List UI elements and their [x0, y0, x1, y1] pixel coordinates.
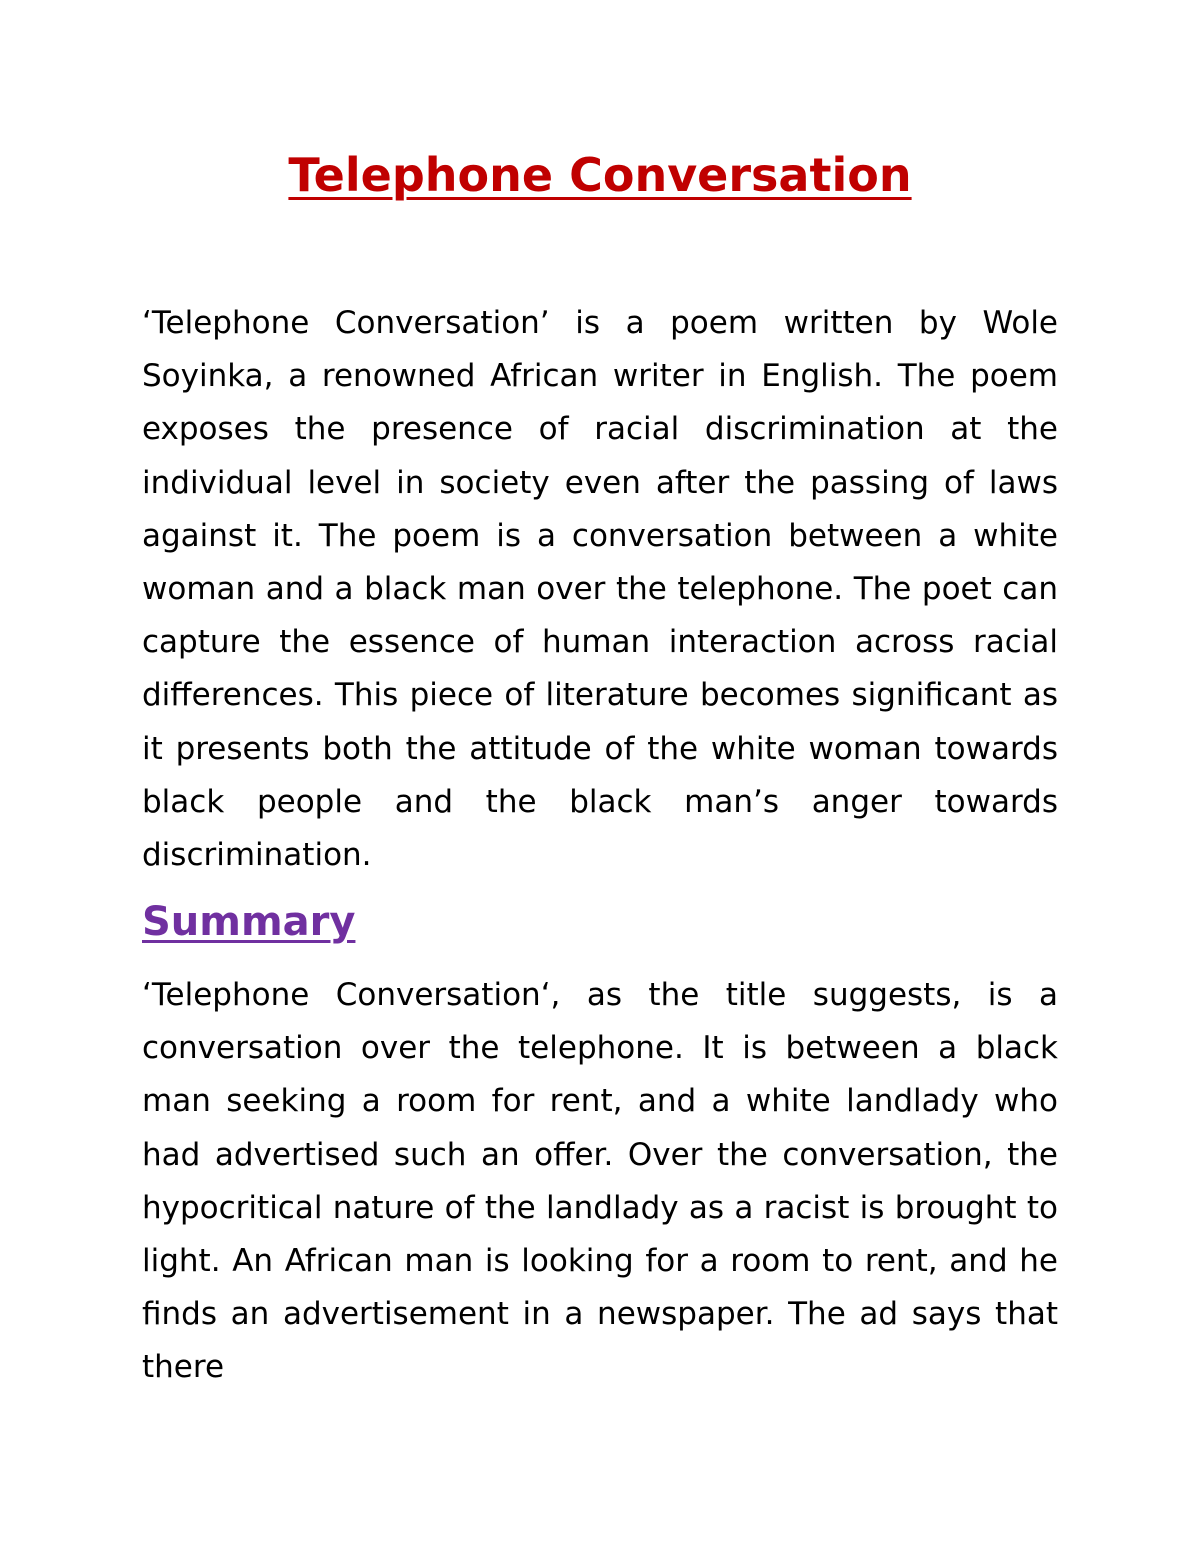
intro-paragraph: ‘Telephone Conversation’ is a poem written by Wole Soyinka, a renowned African writer in English. The poem exposes the presence of racial discrimination at the individual level in society even after the passing of laws against it. The poem is a conversation between a white woman and a black man over the telephone. The poet can capture the essence of human interaction across racial differences. This piece of literature becomes significant as it presents both the attitude of the white woman towards black people and the black man’s anger towards discrimination.: [142, 305, 1058, 874]
document-title: [0, 142, 1200, 208]
document-title-text: Telephone Conversation: [288, 148, 912, 202]
summary-paragraph: ‘Telephone Conversation‘, as the title suggests, is a conversation over the telephone. It is between a black man seeking a room for rent, and a white landlady who had advertised such an offer. Over the conversation, the hypocritical nature of the landlady as a racist is brought to light. An African man is looking for a room to rent, and he finds an advertisement in a newspaper. The ad says that there: [142, 977, 1058, 1386]
summary-heading: Summary: [142, 899, 356, 945]
